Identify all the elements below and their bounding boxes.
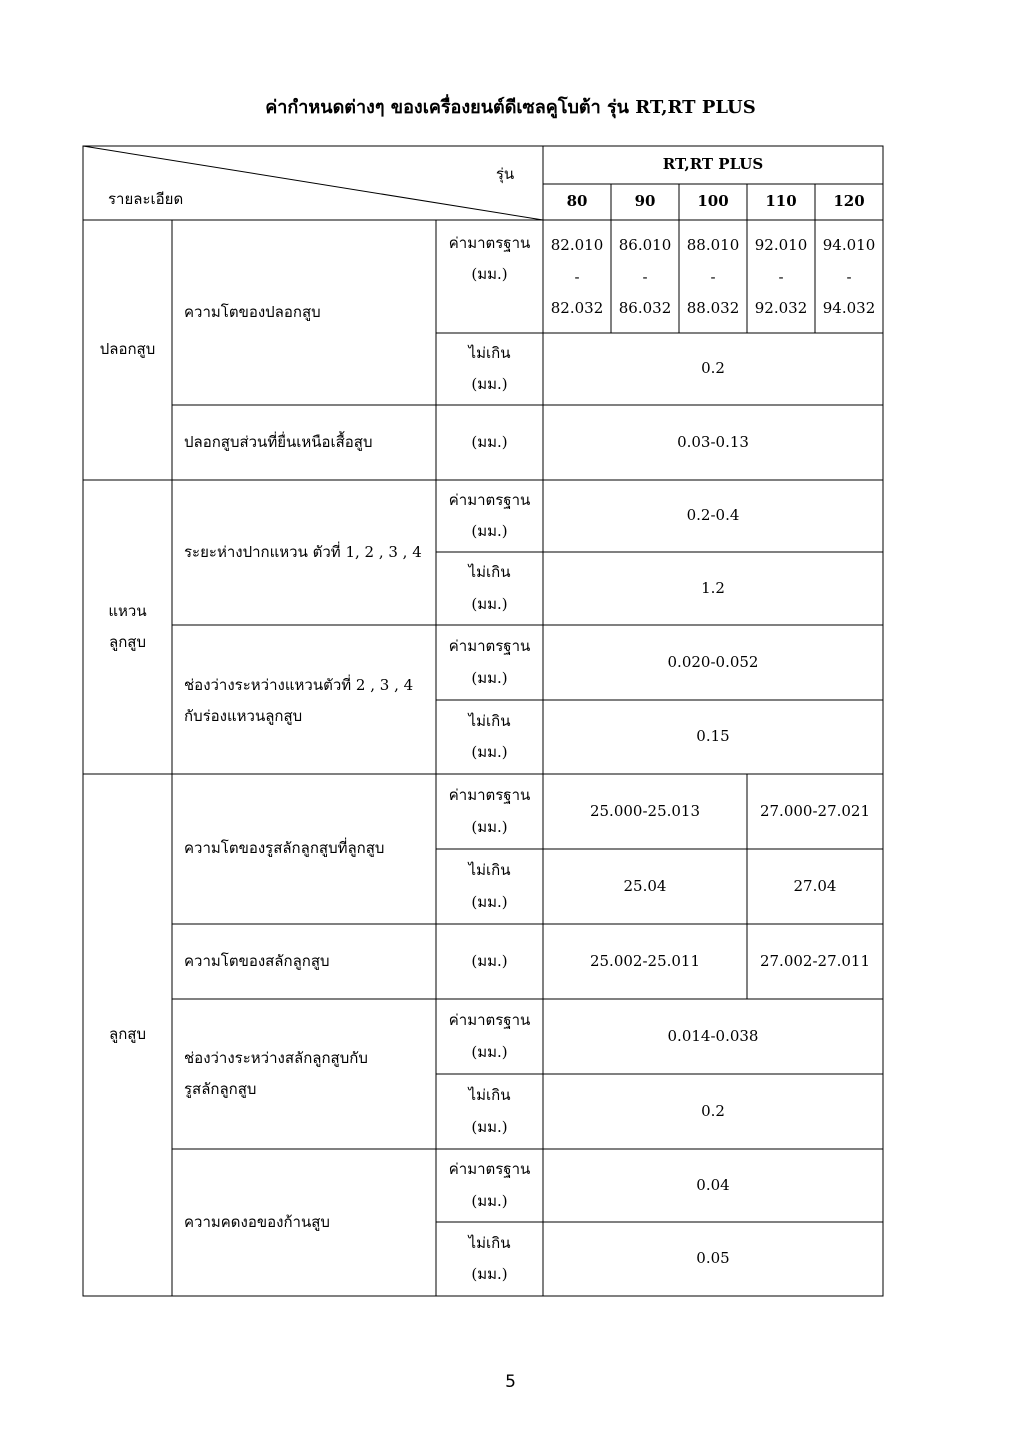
group-liner: ปลอกสูบ	[99, 340, 156, 359]
group-piston: ลูกสูบ	[109, 1025, 146, 1044]
ring-gap-std-value: 0.2-0.4	[686, 506, 740, 525]
bore-max: 88.032	[686, 299, 740, 318]
unit-label: (มม.)	[471, 432, 508, 451]
rod-bend-std	[436, 1149, 543, 1222]
standard-label: ค่ามาตรฐาน	[448, 1011, 531, 1029]
standard-label: ค่ามาตรฐาน	[448, 637, 531, 655]
dash: -	[710, 267, 716, 286]
group-rings-line2: ลูกสูบ	[109, 633, 146, 651]
max-label: ไม่เกิน	[468, 861, 511, 879]
model-120: 120	[833, 192, 865, 211]
pin-bore-limit-a: 25.04	[623, 876, 667, 895]
rod-bend-label: ความคดงอของก้านสูบ	[184, 1212, 330, 1231]
dash: -	[642, 267, 648, 286]
ring-clearance-std-value: 0.020-0.052	[667, 652, 759, 671]
pin-bore-std-a: 25.000-25.013	[589, 801, 701, 820]
pin-diameter-a: 25.002-25.011	[589, 951, 701, 970]
unit-label: (มม.)	[471, 817, 508, 836]
pin-bore-max	[436, 849, 543, 924]
dash: -	[574, 267, 580, 286]
bore-max: 82.032	[550, 299, 604, 318]
dash: -	[778, 267, 784, 286]
ring-clearance-label-line2: กับร่องแหวนลูกสูบ	[184, 707, 303, 725]
bore-90	[611, 222, 679, 333]
pin-clearance-std-value: 0.014-0.038	[667, 1026, 759, 1045]
rod-bend-limit-value: 0.05	[696, 1249, 730, 1268]
ring-gap-label: ระยะห่างปากแหวน ตัวที่ 1, 2 , 3 , 4	[184, 543, 422, 562]
rod-bend-max	[436, 1222, 543, 1296]
max-label: ไม่เกิน	[468, 343, 511, 362]
ring-clearance-max	[436, 700, 543, 774]
ring-gap-limit-value: 1.2	[701, 578, 725, 597]
pin-bore-label: ความโตของรูสลักลูกสูบที่ลูกสูบ	[184, 839, 385, 858]
dash: -	[846, 267, 852, 286]
unit-label: (มม.)	[471, 743, 508, 761]
pin-bore-limit-b: 27.04	[793, 876, 837, 895]
unit-label: (มม.)	[471, 594, 508, 613]
liner-bore-std	[436, 222, 543, 296]
standard-label: ค่ามาตรฐาน	[448, 786, 531, 804]
pin-clearance-limit-value: 0.2	[701, 1101, 725, 1120]
pin-clearance-std	[436, 999, 543, 1074]
bore-110	[747, 222, 815, 333]
model-110: 110	[765, 192, 797, 211]
model-80: 80	[566, 192, 588, 211]
pin-clearance-max	[436, 1074, 543, 1149]
unit-label: (มม.)	[471, 265, 508, 283]
unit-label: (มม.)	[471, 375, 508, 393]
pin-diameter-b: 27.002-27.011	[759, 951, 871, 970]
group-rings-line1: แหวน	[108, 601, 147, 620]
pin-bore-std	[436, 774, 543, 849]
bore-max: 86.032	[618, 299, 672, 318]
bore-min: 88.010	[686, 236, 740, 255]
page-number: 5	[505, 1372, 516, 1392]
ring-clearance-label	[172, 664, 436, 738]
page-title: ค่ากำหนดต่างๆ ของเครื่องยนต์ดีเซลคูโบต้า รุ่น RT,RT PLUS	[265, 97, 756, 118]
pin-clearance-label-line2: รูสลักลูกสูบ	[184, 1080, 257, 1098]
bore-100	[679, 222, 747, 333]
unit-label: (มม.)	[471, 668, 508, 687]
liner-bore-max	[436, 333, 543, 405]
pin-clearance-label-line1: ช่องว่างระหว่างสลักลูกสูบกับ	[184, 1048, 368, 1067]
pin-bore-std-b: 27.000-27.021	[759, 801, 871, 820]
bore-max: 94.032	[822, 299, 876, 318]
unit-label: (มม.)	[471, 1042, 508, 1061]
pin-clearance-label	[172, 1037, 436, 1111]
pin-diameter-label: ความโตของสลักลูกสูบ	[184, 951, 330, 970]
model-header-label: รุ่น	[495, 165, 515, 184]
ring-clearance-label-line1: ช่องว่างระหว่างแหวนตัวที่ 2 , 3 , 4	[184, 675, 414, 694]
model-100: 100	[697, 192, 729, 211]
group-rings	[83, 590, 172, 664]
bore-80	[543, 222, 611, 333]
ring-clearance-std	[436, 625, 543, 700]
bore-min: 86.010	[618, 236, 672, 255]
liner-bore-limit-value: 0.2	[701, 359, 725, 378]
unit-label: (มม.)	[471, 1265, 508, 1283]
unit-label: (มม.)	[471, 1117, 508, 1136]
standard-label: ค่ามาตรฐาน	[448, 490, 531, 509]
liner-protrusion-value: 0.03-0.13	[677, 432, 749, 451]
max-label: ไม่เกิน	[468, 711, 511, 730]
bore-120	[815, 222, 883, 333]
detail-header-label: รายละเอียด	[108, 190, 184, 209]
rod-bend-std-value: 0.04	[696, 1175, 730, 1194]
series-header: RT,RT PLUS	[662, 155, 764, 174]
model-90: 90	[634, 192, 656, 211]
unit-label: (มม.)	[471, 522, 508, 540]
liner-bore-label: ความโตของปลอกสูบ	[184, 302, 321, 321]
ring-gap-max	[436, 552, 543, 625]
liner-protrusion-label: ปลอกสูบส่วนที่ยื่นเหนือเสื้อสูบ	[184, 432, 373, 451]
bore-min: 82.010	[550, 236, 604, 255]
unit-label: (มม.)	[471, 1191, 508, 1210]
standard-label: ค่ามาตรฐาน	[448, 233, 531, 252]
unit-label: (มม.)	[471, 951, 508, 970]
ring-clearance-limit-value: 0.15	[696, 727, 730, 746]
bore-max: 92.032	[754, 299, 808, 318]
ring-gap-std	[436, 480, 543, 552]
unit-label: (มม.)	[471, 892, 508, 911]
max-label: ไม่เกิน	[468, 563, 511, 581]
max-label: ไม่เกิน	[468, 1233, 511, 1252]
bore-min: 92.010	[754, 236, 808, 255]
max-label: ไม่เกิน	[468, 1086, 511, 1104]
standard-label: ค่ามาตรฐาน	[448, 1160, 531, 1178]
bore-min: 94.010	[822, 236, 876, 255]
